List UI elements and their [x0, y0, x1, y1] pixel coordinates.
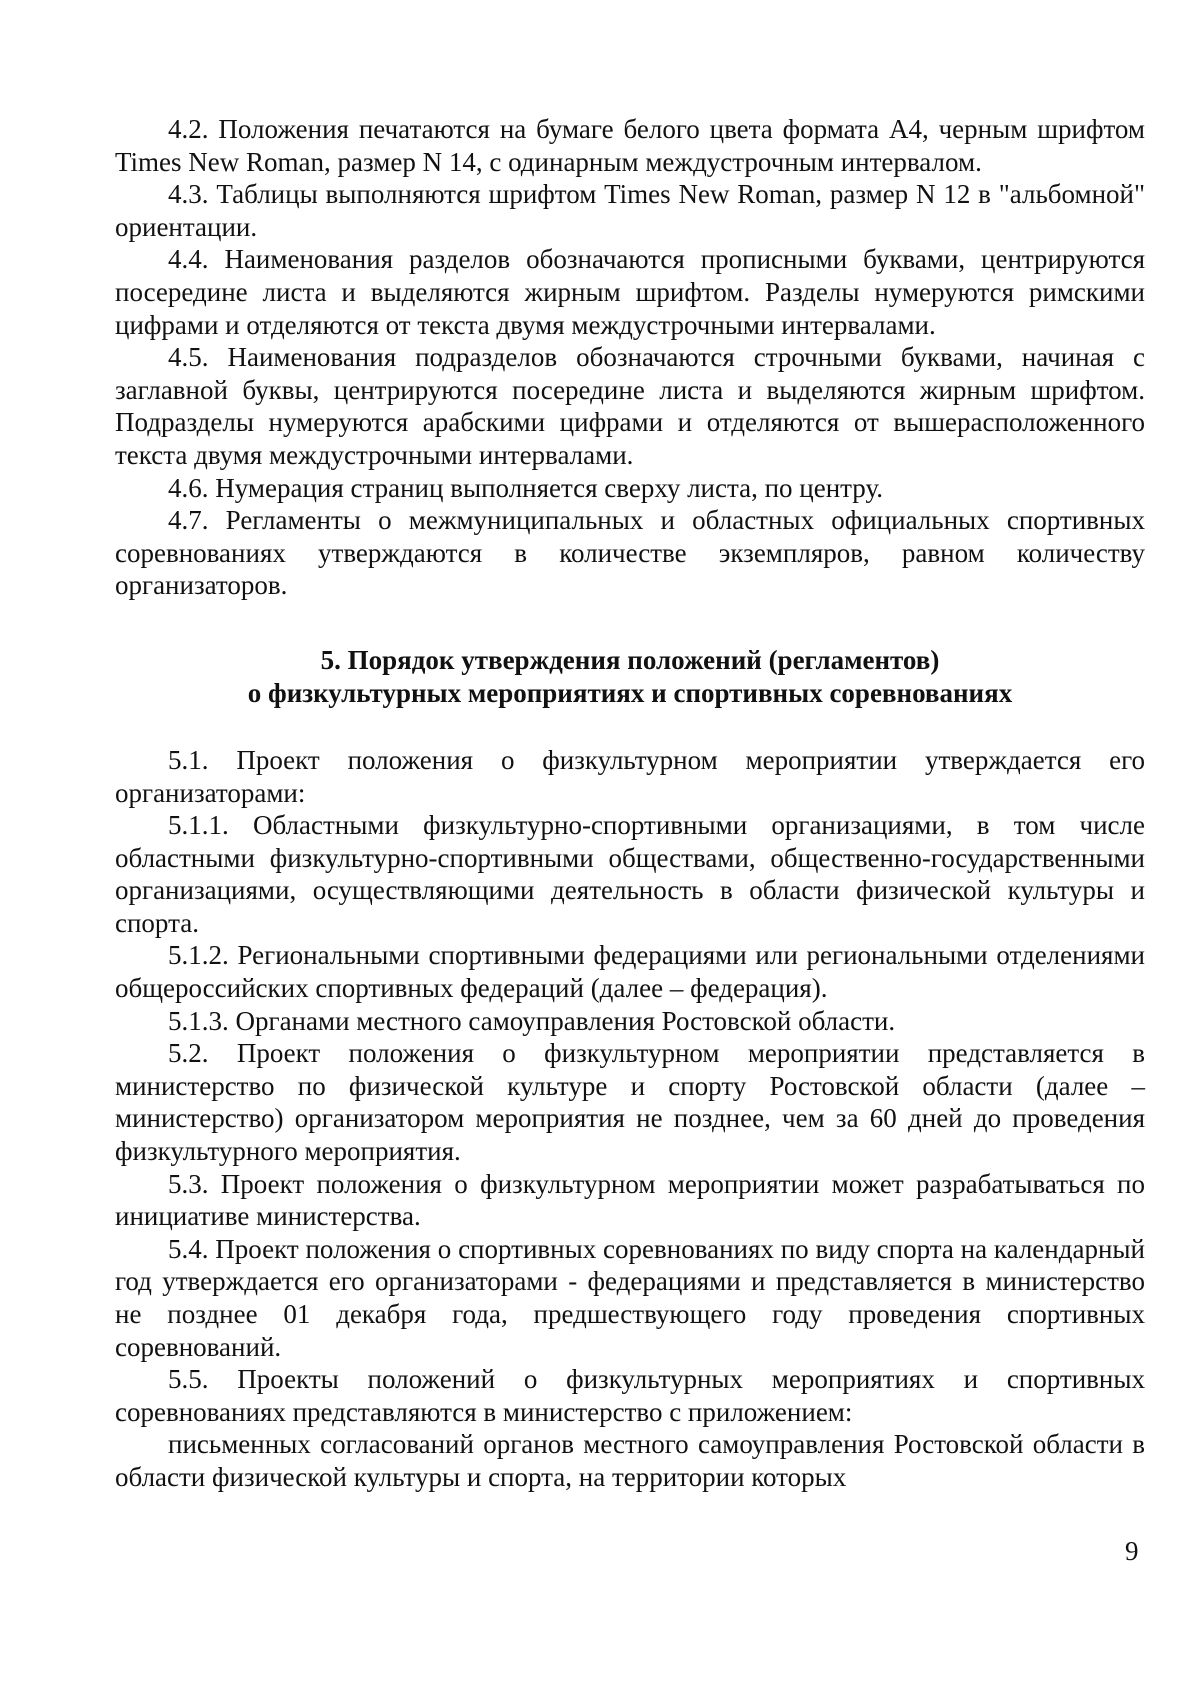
- paragraph-5-4: 5.4. Проект положения о спортивных соревнованиях по виду спорта на календарный год утверждается его организаторами - федерациями и представляется в министерство не позднее 01 декабря года, предшествующего году проведения спортивных соревнований.: [115, 1233, 1145, 1362]
- paragraph-5-2: 5.2. Проект положения о физкультурном мероприятии представляется в министерство по физической культуре и спорту Ростовской области (далее – министерство) организатором мероприятия не позднее, чем за 60 дней до проведения физкультурного мероприятия.: [115, 1038, 1145, 1167]
- section-5-heading: [115, 644, 1145, 710]
- paragraph-4-3: 4.3. Таблицы выполняются шрифтом Times New Roman, размер N 12 в "альбомной" ориентации.: [115, 179, 1145, 242]
- paragraph-4-7: 4.7. Регламенты о межмуниципальных и областных официальных спортивных соревнованиях утверждаются в количестве экземпляров, равном количеству организаторов.: [115, 505, 1145, 601]
- paragraph-4-5: 4.5. Наименования подразделов обозначаются строчными буквами, начиная с заглавной буквы, центрируются посередине листа и выделяются жирным шрифтом. Подразделы нумеруются арабскими цифрами и отделяются от вышерасположенного текста двумя междустрочными интервалами.: [115, 342, 1145, 470]
- paragraph-4-2: 4.2. Положения печатаются на бумаге белого цвета формата А4, черным шрифтом Times New Roman, размер N 14, с одинарным междустрочным интервалом.: [115, 114, 1145, 177]
- page-number: 9: [1125, 1536, 1139, 1566]
- paragraph-5-1-2: 5.1.2. Региональными спортивными федерациями или региональными отделениями общероссийских спортивных федераций (далее – федерация).: [115, 940, 1145, 1004]
- paragraph-5-5: 5.5. Проекты положений о физкультурных мероприятиях и спортивных соревнованиях представляются в министерство с приложением:: [115, 1364, 1145, 1427]
- paragraph-5-1-3: 5.1.3. Органами местного самоуправления Ростовской области.: [168, 1005, 896, 1036]
- section-5-heading-line-1: 5. Порядок утверждения положений (регламентов): [320, 644, 940, 675]
- paragraph-5-1: 5.1. Проект положения о физкультурном мероприятии утверждается его организаторами:: [115, 744, 1145, 808]
- paragraph-4-6: 4.6. Нумерация страниц выполняется сверху листа, по центру.: [168, 472, 883, 503]
- paragraph-5-3: 5.3. Проект положения о физкультурном мероприятии может разрабатываться по инициативе министерства.: [115, 1168, 1145, 1232]
- section-5-heading-line-2: о физкультурных мероприятиях и спортивных соревнованиях: [247, 677, 1013, 708]
- paragraph-4-4: 4.4. Наименования разделов обозначаются прописными буквами, центрируются посередине листа и выделяются жирным шрифтом. Разделы нумеруются римскими цифрами и отделяются от текста двумя междустрочными интервалами.: [115, 244, 1145, 340]
- paragraph-5-1-1: 5.1.1. Областными физкультурно-спортивными организациями, в том числе областными физкультурно-спортивными обществами, общественно-государственными организациями, осуществляющими деятельность в области физической культуры и спорта.: [115, 810, 1145, 938]
- document-page: [115, 113, 1145, 1494]
- paragraph-5-5-continuation: письменных согласований органов местного самоуправления Ростовской области в области физической культуры и спорта, на территории которых: [115, 1429, 1145, 1492]
